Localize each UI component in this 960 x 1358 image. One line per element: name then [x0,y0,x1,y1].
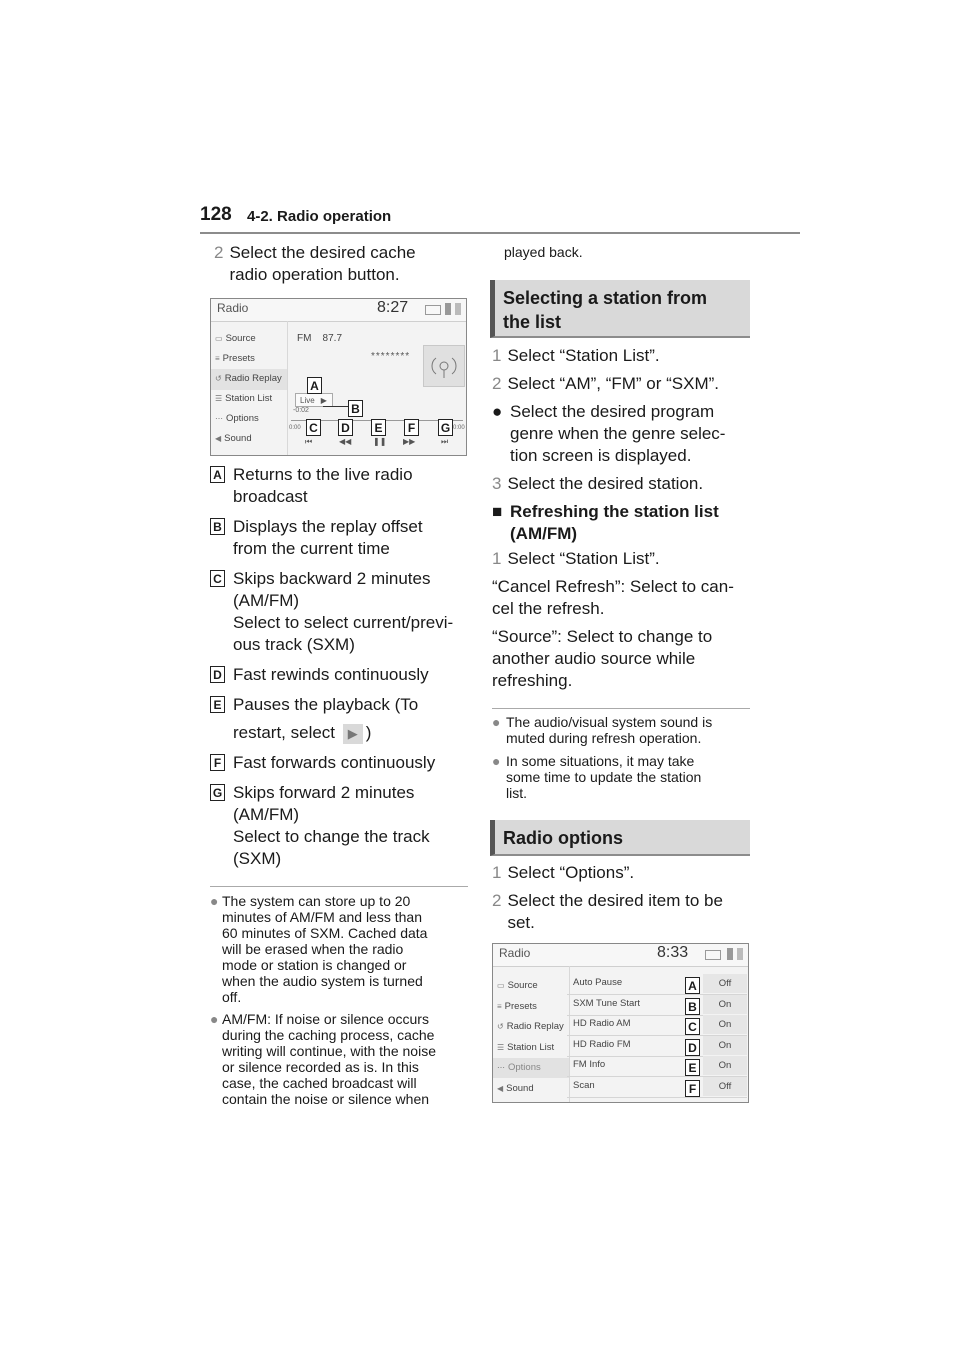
legend-item-g [233,782,430,870]
step-text: Select “AM”, “FM” or “SXM”. [507,374,720,393]
sidebar-item-label: Station List [507,1042,555,1053]
note-text: contain the noise or silence when [222,1091,430,1107]
presets-icon: ≡ [497,1002,502,1011]
note-text: case, the cached broadcast will [222,1075,417,1091]
play-icon: ▶ [320,396,327,405]
option-value: On [703,1056,747,1075]
legend-text: from the current time [233,539,390,558]
legend-item-a [233,464,413,508]
screen-sidebar [493,966,570,1102]
section-heading-radio-options: Radio options [490,820,750,856]
step-number: 1 [492,346,502,365]
sidebar-item-radio-replay[interactable] [497,1021,564,1032]
legend-text: ous track (SXM) [233,635,355,654]
sidebar-item-radio-replay[interactable] [215,373,282,384]
pause-icon[interactable]: ❚❚ [373,437,387,446]
step-text: Select “Station List”. [507,549,660,568]
status-icon [737,948,743,960]
option-label: SXM Tune Start [573,998,641,1009]
time-start: 0:00 [289,425,301,431]
step-text: Select “Station List”. [507,346,660,365]
option-badge-c: C [685,1018,700,1035]
continued-text: played back. [504,244,583,260]
legend-badge-a: A [210,466,225,483]
callout-badge-a: A [307,377,322,394]
sidebar-item-label: Sound [506,1083,534,1094]
note-text: some time to update the station [506,769,702,785]
live-label: Live [300,396,315,405]
bullet-icon: ● [210,1011,219,1027]
skip-forward-icon[interactable]: ⏭ [441,437,449,446]
signal-icon [425,305,441,315]
legend-text: restart, select [233,723,336,742]
subheading-text: (AM/FM) [510,524,578,543]
more-icon: ⋯ [497,1063,505,1072]
subheading-text: Refreshing the station list [510,502,719,521]
bullet-genre [492,401,725,467]
step-text: Select “Options”. [507,863,635,882]
note-text: off. [222,989,242,1005]
legend-item-d: Fast rewinds continuously [233,665,429,684]
antenna-icon [424,346,464,386]
page-number: 128 [200,204,232,225]
step-2-item [492,890,723,934]
step-text: Select the desired station. [507,474,704,493]
battery-icon [727,948,733,960]
option-value: On [703,1036,747,1055]
sidebar-item-label: Station List [225,393,273,404]
legend-text: broadcast [233,487,308,506]
section-title: 4-2. Radio operation [247,208,392,225]
sidebar-item-station-list[interactable] [215,393,272,404]
step-text: Select the desired item to be [507,891,723,910]
step-number: 2 [214,243,224,262]
legend-badge-c: C [210,570,225,587]
sidebar-item-options[interactable] [497,1062,541,1073]
note-text: writing will continue, with the noise [222,1043,436,1059]
step-number: 2 [492,374,502,393]
option-value: Off [703,974,747,993]
sidebar-item-label: Options [226,413,259,424]
speaker-icon: ◀ [215,434,222,443]
legend-text: Skips backward 2 minutes [233,569,431,588]
step-3-station [492,473,703,495]
fast-forward-icon[interactable]: ▶▶ [403,437,416,446]
screen-titlebar [493,944,748,967]
step-text: set. [507,913,535,932]
callout-badge-c: C [306,419,321,436]
legend-text: (SXM) [233,849,282,868]
sidebar-item-sound[interactable] [215,433,252,444]
legend-badge-g: G [210,784,225,801]
sidebar-item-presets[interactable] [215,353,255,364]
option-label: HD Radio AM [573,1018,631,1029]
screen-sidebar [211,321,288,455]
note-text: The system can store up to 20 [222,893,411,909]
legend-text: (AM/FM) [233,805,300,824]
sidebar-item-label: Options [508,1062,541,1073]
option-badge-f: F [685,1080,700,1097]
step-number: 1 [492,863,502,882]
step-2-select-cache [214,242,474,286]
sidebar-item-label: Presets [504,1001,537,1012]
station-frequency: FM 87.7 [297,333,343,344]
bullet-text: tion screen is displayed. [510,446,692,465]
step-text: radio operation button. [229,265,400,284]
note-text: minutes of AM/FM and less than [222,909,422,925]
option-label: HD Radio FM [573,1039,631,1050]
note-update-time [492,753,754,801]
legend-item-f: Fast forwards continuously [233,753,436,772]
option-value: Off [703,1077,747,1096]
sidebar-item-presets[interactable] [497,1001,537,1012]
legend-badge-d: D [210,666,225,683]
note-text: In some situations, it may take [506,753,695,769]
note-text: will be erased when the radio [222,941,404,957]
note-text: 60 minutes of SXM. Cached data [222,925,428,941]
sidebar-item-label: Sound [224,433,252,444]
speaker-icon: ◀ [497,1084,504,1093]
note-text: list. [506,785,527,801]
legend-text: Displays the replay offset [233,517,423,536]
note-text: when the audio system is turned [222,973,423,989]
note-cache-capacity [210,893,472,1005]
subheading-refresh [492,501,719,545]
live-button[interactable] [295,393,333,407]
sidebar-item-label: Source [507,980,538,991]
sidebar-item-label: Radio Replay [506,1021,564,1032]
note-noise-silence [210,1011,472,1107]
para-cancel-refresh [492,576,734,620]
option-badge-d: D [685,1039,700,1056]
note-text: during the caching process, cache [222,1027,435,1043]
legend-item-c [233,568,453,656]
heading-text: the list [503,312,562,332]
legend-item-b [233,516,423,560]
sidebar-item-options[interactable] [215,413,259,424]
step-number: 3 [492,474,502,493]
replay-icon: ↺ [497,1022,504,1031]
note-text: mode or station is changed or [222,957,407,973]
step-1-station-list [492,345,660,367]
note-text: The audio/visual system sound is [506,714,713,730]
sidebar-item-station-list[interactable] [497,1042,554,1053]
bullet-text: Select the desired program [510,402,715,421]
bullet-icon: ● [492,753,501,769]
legend-item-e [233,694,418,744]
replay-offset: -0:02 [293,407,309,414]
callout-badge-e: E [371,419,386,436]
legend-text: Select to select current/previ- [233,613,454,632]
skip-back-icon[interactable]: ⏮ [305,437,313,446]
sidebar-item-label: Radio Replay [224,373,282,384]
para-text: refreshing. [492,671,573,690]
option-row-scan[interactable] [567,1077,747,1098]
option-label: FM Info [573,1059,606,1070]
para-text: another audio source while [492,649,696,668]
notes-rule [492,708,750,709]
list-icon: ☰ [215,394,223,403]
presets-icon: ≡ [215,354,220,363]
battery-icon [445,303,451,315]
signal-icon [705,950,721,960]
legend-text: Returns to the live radio [233,465,413,484]
legend-text: (AM/FM) [233,591,300,610]
option-row-hd-radio-am[interactable] [567,1015,747,1036]
radio-art-placeholder [423,345,465,387]
header-rule [200,232,800,234]
notes-rule [210,886,468,887]
callout-badge-d: D [338,419,353,436]
legend-badge-f: F [210,754,225,771]
more-icon: ⋯ [215,414,223,423]
option-row-auto-pause[interactable] [567,974,747,995]
legend-text: Skips forward 2 minutes [233,783,415,802]
station-name-mask: ******** [371,351,411,362]
screen-titlebar [211,299,466,322]
bullet-icon: ● [492,714,501,730]
step-2-band [492,373,719,395]
bullet-icon: ● [210,893,219,909]
note-text: AM/FM: If noise or silence occurs [222,1011,429,1027]
replay-icon: ↺ [215,374,222,383]
option-value: On [703,1015,747,1034]
sidebar-item-label: Source [225,333,256,344]
note-text: muted during refresh operation. [506,730,702,746]
screen-app-name: Radio [217,301,249,315]
callout-badge-g: G [438,419,453,436]
option-badge-b: B [685,998,700,1015]
legend-badge-e: E [210,696,225,713]
sidebar-item-source[interactable] [215,333,256,344]
heading-text: Selecting a station from [503,288,708,308]
legend-text: Pauses the playback (To [233,695,419,714]
rewind-icon[interactable]: ◀◀ [339,437,352,446]
para-text: “Source”: Select to change to [492,627,713,646]
bullet-text: genre when the genre selec- [510,424,726,443]
step-text: Select the desired cache [229,243,416,262]
note-text: or silence recorded as is. In this [222,1059,419,1075]
step-1-refresh [492,548,660,570]
option-label: Auto Pause [573,977,623,988]
radio-replay-screen [210,298,467,456]
sidebar-item-label: Presets [222,353,255,364]
status-icon [455,303,461,315]
option-label: Scan [573,1080,595,1091]
screen-clock: 8:27 [377,299,409,316]
radio-options-screen [492,943,749,1103]
callout-badge-b: B [348,400,363,417]
sidebar-item-sound[interactable] [497,1083,534,1094]
step-number: 2 [492,891,502,910]
list-icon: ☰ [497,1043,505,1052]
para-text: cel the refresh. [492,599,605,618]
option-badge-a: A [685,977,700,994]
legend-text: ) [365,723,372,742]
option-row-hd-radio-fm[interactable] [567,1036,747,1057]
option-row-fm-info[interactable] [567,1056,747,1077]
legend-text: Select to change the track [233,827,430,846]
legend-badge-b: B [210,518,225,535]
screen-app-name: Radio [499,946,531,960]
source-icon: ▭ [497,981,505,990]
option-row-sxm-tune-start[interactable] [567,995,747,1016]
callout-badge-f: F [404,419,419,436]
bullet-icon: ● [492,402,503,421]
square-bullet-icon: ■ [492,502,503,521]
play-button-icon: ▶ [343,724,363,744]
section-heading-station-list [490,280,750,338]
step-1-options [492,862,634,884]
note-muted [492,714,754,746]
option-badge-e: E [685,1059,700,1076]
para-source [492,626,712,692]
screen-clock: 8:33 [657,944,689,961]
option-value: On [703,995,747,1014]
source-icon: ▭ [215,334,223,343]
step-number: 1 [492,549,502,568]
sidebar-item-source[interactable] [497,980,538,991]
para-text: “Cancel Refresh”: Select to can- [492,577,734,596]
time-end: 0:00 [453,425,465,431]
